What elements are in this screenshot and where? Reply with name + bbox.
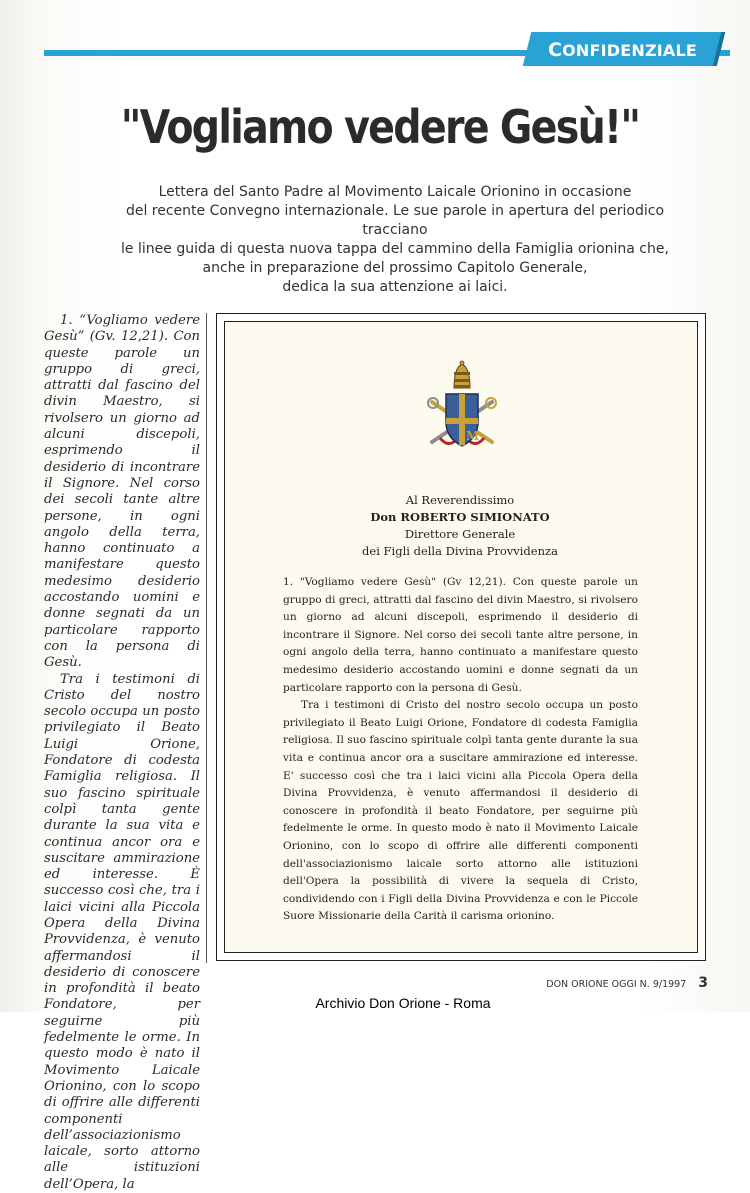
papal-coat-of-arms-icon [426,360,498,455]
archive-watermark: Archivio Don Orione - Roma [315,995,491,1011]
header-rule [44,50,544,56]
letter-body [283,574,638,926]
letter-paragraph: Tra i testimoni di Cristo del nostro secolo occupa un posto privilegiato il Beato Luigi Orione, Fondatore di codesta Famiglia religiosa. Il suo fascino spirituale colpì tanta gente durante la sua vita e continua ancor ora a suscitare ammirazione ed interesse. E' successo così che tra i laici vicini alla Piccola Opera della Divina Provvidenza, è venuto affermandosi il desiderio di conoscere in profondità il beato Fondatore, per seguirne più fedelmente le orme. In questo modo è nato il Movimento Laicale Orionino, con lo scopo di offrire alle differenti componenti dell'associazionismo laicale sorto attorno alle istituzioni dell'Opera la possibilità di vivere la sequela di Cristo, condividendo con i Figli della Divina Provvidenza e con le Piccole Suore Missionarie della Carità il carisma orionino. [283,699,638,923]
addressee-salutation: Al Reverendissimo [405,493,515,507]
subtitle-line: Lettera del Santo Padre al Movimento Laicale Orionino in occasione [158,184,632,200]
article-column [44,313,200,1193]
subtitle-line: le linee guida di questa nuova tappa del cammino della Famiglia orionina che, [121,241,669,257]
addressee-role: Direttore Generale [404,527,516,541]
article-subtitle [95,183,695,297]
column-paragraph: 1. “Vogliamo vedere Gesù” (Gv. 12,21). Con queste parole un gruppo di greci, attratti dal fascino del divin Maestro, si rivolsero un giorno ad alcuni discepoli, esprimendo il desiderio di incontrare il Signore. Nel corso dei secoli tante altre persone, in ogni angolo della terra, hanno continuato a manifestare questo medesimo desiderio accostando uomini e donne segnati da un particolare rapporto con la persona di Gesù. [44,313,200,671]
issue-label: DON ORIONE OGGI N. 9/1997 [546,979,687,990]
column-divider [206,313,207,963]
page-number: 3 [698,975,708,991]
page-footer [546,975,708,991]
article-title: "Vogliamo vedere Gesù!" [120,100,640,154]
addressee-institution: dei Figli della Divina Provvidenza [362,544,558,558]
letter-addressee [330,492,590,560]
subtitle-line: del recente Convegno internazionale. Le sue parole in apertura del periodico tracciano [125,203,665,238]
section-badge-label: CONFIDENZIALE [547,39,698,61]
addressee-name: Don ROBERTO SIMIONATO [370,510,550,524]
svg-text:M: M [466,429,480,443]
subtitle-line: anche in preparazione del prossimo Capitolo Generale, [202,260,588,276]
column-paragraph: Tra i testimoni di Cristo del nostro secolo occupa un posto privilegiato il Beato Luigi Orione, Fondatore di codesta Famiglia religiosa. Il suo fascino spirituale colpì tanta gente durante la sua vita e continua ancor ora e suscitare ammirazione ed interesse. È successo così che, tra i laici vicini alla Piccola Opera della Divina Provvidenza, è venuto affermandosi il desiderio di conoscere in profondità il beato Fondatore, per seguirne più fedelmente le orme. In questo modo è nato il Movimento Laicale Orionino, con lo scopo di offrire alle differenti componenti dell’associazionismo laicale, sorto attorno alle istituzioni dell’Opera, la [44,671,200,1192]
letter-paragraph: 1. "Vogliamo vedere Gesù" (Gv 12,21). Con queste parole un gruppo di greci, attratti dal fascino del divin Maestro, si rivolsero un giorno ad alcuni discepoli, esprimendo il desiderio di incontrare il Signore. Nel corso dei secoli tante altre persone, in ogni angolo della terra, hanno continuato a manifestare questo medesimo desiderio accostando uomini e donne segnati da un particolare rapporto con la persona di Gesù. [283,576,638,694]
subtitle-line: dedica la sua attenzione ai laici. [282,279,508,295]
